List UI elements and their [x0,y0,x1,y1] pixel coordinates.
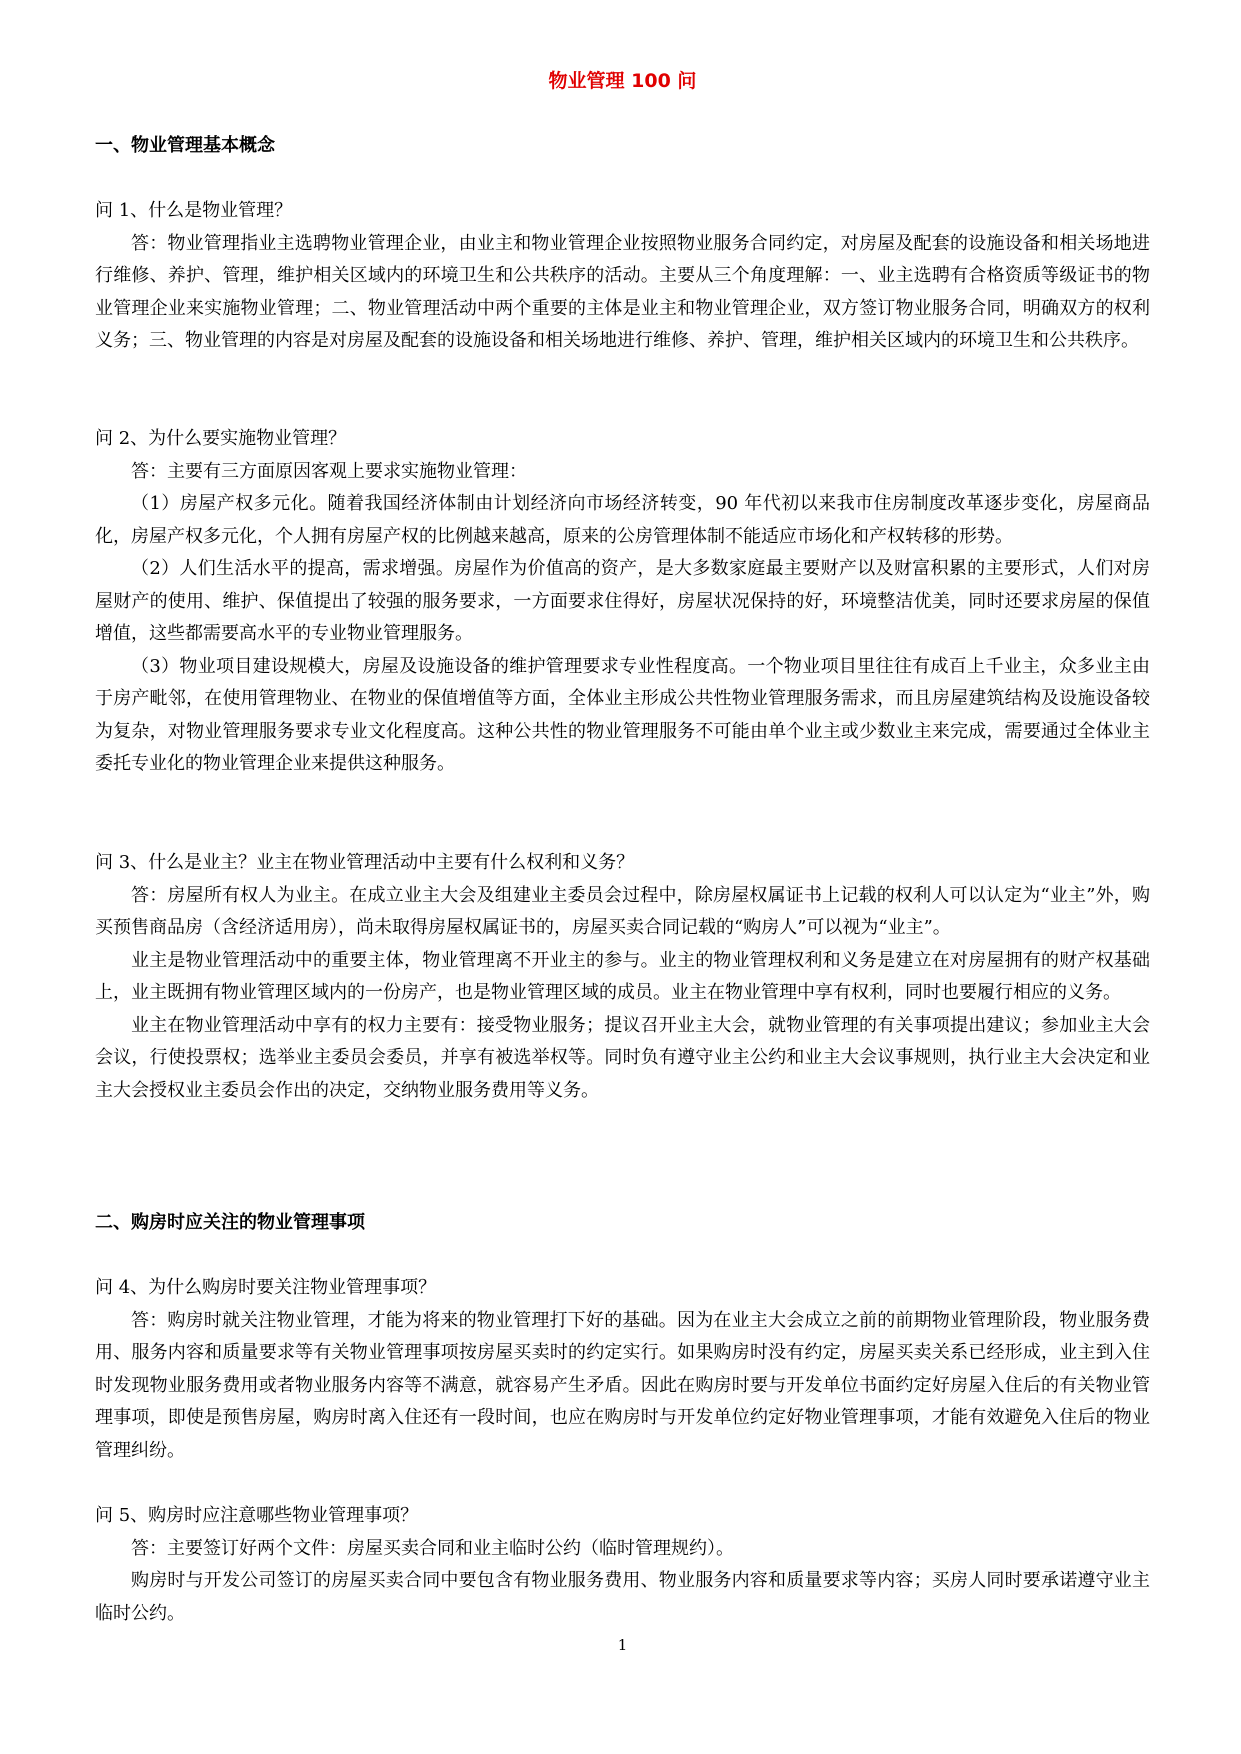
answer-3-paragraph-2: 业主是物业管理活动中的重要主体，物业管理离不开业主的参与。业主的物业管理权利和义务是建立在对房屋拥有的财产权基础上，业主既拥有物业管理区域内的一份房产，也是物业管理区域的成员。业主在物业管理中享有权利，同时也要履行相应的义务。 [95,949,1150,1003]
answer-3-paragraph-1: 答：房屋所有权人为业主。在成立业主大会及组建业主委员会过程中，除房屋权属证书上记载的权利人可以认定为“业主”外，购买预售商品房（含经济适用房），尚未取得房屋权属证书的，房屋买卖合同记载的“购房人”可以视为“业主”。 [95,884,1150,938]
answer-5-paragraph-2: 购房时与开发公司签订的房屋买卖合同中要包含有物业服务费用、物业服务内容和质量要求等内容；买房人同时要承诺遵守业主临时公约。 [95,1570,1150,1624]
answer-4-paragraph-1: 答：购房时就关注物业管理，才能为将来的物业管理打下好的基础。因为在业主大会成立之前的前期物业管理阶段，物业服务费用、服务内容和质量要求等有关物业管理事项按房屋买卖时的约定实行。如果购房时没有约定，房屋买卖关系已经形成，业主到入住时发现物业服务费用或者物业服务内容等不满意，就容易产生矛盾。因此在购房时要与开发单位书面约定好房屋入住后的有关物业管理事项，即使是预售房屋，购房时离入住还有一段时间，也应在购房时与开发单位约定好物业管理事项，才能有效避免入住后的物业管理纠纷。 [95,1309,1150,1461]
qa-block-3 [95,847,1150,1107]
answer-2-paragraph-2: （1）房屋产权多元化。随着我国经济体制由计划经济向市场经济转变，90 年代初以来我市住房制度改革逐步变化，房屋商品化，房屋产权多元化，个人拥有房屋产权的比例越来越高，原来的公房管理体制不能适应市场化和产权转移的形势。 [95,493,1150,547]
answer-2-paragraph-1: 答：主要有三方面原因客观上要求实施物业管理： [131,460,527,482]
qa-block-2 [95,423,1150,781]
page-number: 1 [617,1636,628,1654]
question-3: 问 3、什么是业主？业主在物业管理活动中主要有什么权利和义务？ [95,852,635,873]
answer-3-paragraph-3: 业主在物业管理活动中享有的权力主要有：接受物业服务；提议召开业主大会，就物业管理的有关事项提出建议；参加业主大会会议，行使投票权；选举业主委员会委员，并享有被选举权等。同时负有遵守业主公约和业主大会议事规则，执行业主大会决定和业主大会授权业主委员会作出的决定，交纳物业服务费用等义务。 [95,1014,1150,1101]
section-heading-1: 一、物业管理基本概念 [95,135,275,156]
document-title: 物业管理 100 问 [548,70,697,92]
question-2: 问 2、为什么要实施物业管理？ [95,428,347,449]
answer-5-paragraph-1: 答：主要签订好两个文件：房屋买卖合同和业主临时公约（临时管理规约）。 [131,1537,734,1559]
answer-1-paragraph-1: 答：物业管理指业主选聘物业管理企业，由业主和物业管理企业按照物业服务合同约定，对房屋及配套的设施设备和相关场地进行维修、养护、管理，维护相关区域内的环境卫生和公共秩序的活动。主要从三个角度理解：一、业主选聘有合格资质等级证书的物业管理企业来实施物业管理；二、物业管理活动中两个重要的主体是业主和物业管理企业，双方签订物业服务合同，明确双方的权利义务；三、物业管理的内容是对房屋及配套的设施设备和相关场地进行维修、养护、管理，维护相关区域内的环境卫生和公共秩序。 [95,232,1150,351]
question-5: 问 5、购房时应注意哪些物业管理事项？ [95,1505,419,1526]
answer-2-paragraph-4: （3）物业项目建设规模大，房屋及设施设备的维护管理要求专业性程度高。一个物业项目里往往有成百上千业主，众多业主由于房产毗邻，在使用管理物业、在物业的保值增值等方面，全体业主形成公共性物业管理服务需求，而且房屋建筑结构及设施设备较为复杂，对物业管理服务要求专业文化程度高。这种公共性的物业管理服务不可能由单个业主或少数业主来完成，需要通过全体业主委托专业化的物业管理企业来提供这种服务。 [95,655,1150,774]
question-1: 问 1、什么是物业管理？ [95,200,293,221]
qa-block-4 [95,1272,1150,1467]
qa-block-1 [95,195,1150,358]
answer-2-paragraph-3: （2）人们生活水平的提高，需求增强。房屋作为价值高的资产，是大多数家庭最主要财产以及财富积累的主要形式，人们对房屋财产的使用、维护、保值提出了较强的服务要求，一方面要求住得好，房屋状况保持的好，环境整洁优美，同时还要求房屋的保值增值，这些都需要高水平的专业物业管理服务。 [95,558,1150,644]
section-heading-2: 二、购房时应关注的物业管理事项 [95,1212,365,1233]
question-4: 问 4、为什么购房时要关注物业管理事项？ [95,1277,437,1298]
qa-block-5 [95,1500,1150,1630]
